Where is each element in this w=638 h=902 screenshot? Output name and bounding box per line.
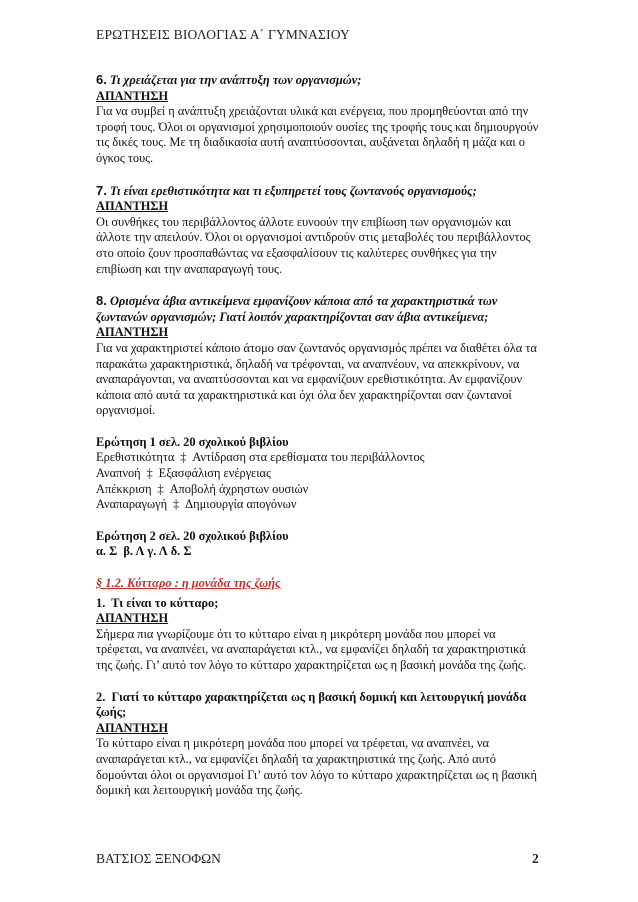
question-number: 6.: [96, 72, 107, 87]
question-6-title: [96, 72, 544, 89]
answer-text: Για να χαρακτηριστεί κάποιο άτομο σαν ζωντανός οργανισμός πρέπει να διαθέτει όλα τα παρακάτω χαρακτηριστικά, δηλαδή να τρέφονται, να αναπνέουν, να απεκκρίνουν, να αναπαράγονται, να αναπτύσσονται και να εμφανίζουν ερεθιστικότητα. Αν εμφανίζουν κάποια από αυτά τα χαρακτηριστικά και όχι όλα δεν χαρακτηρίζονται σαν ζωντανοί οργανισμοί.: [96, 340, 537, 418]
section-question-2: [96, 690, 544, 799]
arrow-icon: ‡: [157, 481, 164, 496]
question-number: 7.: [96, 182, 107, 198]
term: Ερεθιστικότητα: [96, 450, 175, 465]
term: Αναπνοή: [96, 466, 141, 481]
question-text: Τι χρειάζεται για την ανάπτυξη των οργανισμών;: [106, 73, 362, 87]
exercise-2-title: Ερώτηση 2 σελ. 20 σχολικού βιβλίου: [96, 528, 289, 543]
exercise-2: [96, 529, 544, 560]
page-content: [96, 72, 544, 815]
arrow-icon: ‡: [146, 466, 153, 481]
question-text: Τι είναι ερεθιστικότητα και τι εξυπηρετεί τους ζωντανούς οργανισμούς;: [106, 183, 477, 198]
answer-label: ΑΠΑΝΤΗΣΗ: [96, 88, 169, 103]
definition: Δημιουργία απογόνων: [185, 497, 297, 512]
answer-text: Σήμερα πια γνωρίζουμε ότι το κύτταρο είναι η μικρότερη μονάδα που μπορεί να τρέφεται, να αναπνέει, να αναπαράγεται κτλ., να εμφανίζει δηλαδή τα χαρακτηριστικά της ζωής. Γι’ αυτό τον λόγο το κύτταρο χαρακτηρίζεται ως η βασική μονάδα της ζωής.: [96, 626, 526, 672]
answer-text: Οι συνθήκες του περιβάλλοντος άλλοτε ευνοούν την επιβίωση των οργανισμών και άλλοτε την απειλούν. Όλοι οι οργανισμοί αντιδρούν στις μεταβολές του περιβάλλοντος στο οποίο ζουν προσπαθώντας να εξασφαλίσουν τις καλύτερες συνθήκες για την επιβίωση και την αναπαραγωγή τους.: [96, 214, 531, 276]
page-number: 2: [532, 851, 539, 866]
question-text: Ορισμένα άβια αντικείμενα εμφανίζουν κάποια από τα χαρακτηριστικά των ζωντανών οργανισμών; Γιατί λοιπόν χαρακτηρίζονται σαν άβια αντικείμενα;: [96, 294, 498, 324]
question-7: [96, 183, 544, 278]
definition: Αποβολή άχρηστων ουσιών: [169, 481, 309, 496]
exercise-1-row: [96, 466, 544, 482]
question-8-title: [96, 293, 544, 325]
answer-label: ΑΠΑΝΤΗΣΗ: [96, 611, 169, 626]
page-header: ΕΡΩΤΗΣΕΙΣ ΒΙΟΛΟΓΙΑΣ Α΄ ΓΥΜΝΑΣΙΟΥ: [96, 27, 350, 42]
arrow-icon: ‡: [180, 450, 187, 465]
answer-label: ΑΠΑΝΤΗΣΗ: [96, 325, 169, 340]
exercise-2-answers: α. Σ β. Λ γ. Λ δ. Σ: [96, 544, 192, 559]
exercise-1-row: [96, 482, 544, 498]
exercise-1-title: Ερώτηση 1 σελ. 20 σχολικού βιβλίου: [96, 434, 289, 449]
exercise-1-row: [96, 450, 544, 466]
definition: Εξασφάλιση ενέργειας: [158, 466, 271, 481]
section-question-2-title: 2. Γιατί το κύτταρο χαρακτηρίζεται ως η βασική δομική και λειτουργική μονάδα ζωής;: [96, 689, 530, 720]
term: Αναπαραγωγή: [96, 497, 168, 512]
question-7-title: [96, 183, 544, 200]
section-question-1: [96, 596, 544, 674]
answer-text: Το κύτταρο είναι η μικρότερη μονάδα που μπορεί να τρέφεται, να αναπνέει, να αναπαράγεται κτλ., να εμφανίζει δηλαδή τα χαρακτηριστικά της ζωής. Από αυτό δομούνται όλοι οι οργανισμοί Γι’ αυτό τον λόγο το κύτταρο χαρακτηρίζεται ως η βασική δομική και λειτουργική μονάδα της ζωής.: [96, 736, 538, 798]
answer-label: ΑΠΑΝΤΗΣΗ: [96, 199, 169, 214]
section-question-1-title: 1. Τι είναι το κύτταρο;: [96, 595, 219, 610]
answer-text: Για να συμβεί η ανάπτυξη χρειάζονται υλικά και ενέργεια, που προμηθεύονται από την τροφή τους. Όλοι οι οργανισμοί χρησιμοποιούν ουσίες της τροφής τους και δημιουργούν τις δικές τους. Με τη διαδικασία αυτή αναπτύσσονται, αυξάνεται δηλαδή η μάζα και ο όγκος τους.: [96, 104, 539, 165]
exercise-1: [96, 435, 544, 513]
question-6: [96, 72, 544, 167]
section-1-2: [96, 576, 544, 592]
section-title: § 1.2. Κύτταρο : η μονάδα της ζωής: [96, 576, 281, 591]
footer-author: ΒΑΤΣΙΟΣ ΞΕΝΟΦΩΝ: [96, 851, 221, 866]
question-number: 8.: [96, 293, 107, 309]
arrow-icon: ‡: [173, 497, 180, 512]
term: Απέκκριση: [96, 481, 152, 496]
exercise-1-row: [96, 497, 544, 513]
definition: Αντίδραση στα ερεθίσματα του περιβάλλοντος: [192, 450, 425, 465]
question-8: [96, 293, 544, 419]
answer-label: ΑΠΑΝΤΗΣΗ: [96, 720, 169, 735]
